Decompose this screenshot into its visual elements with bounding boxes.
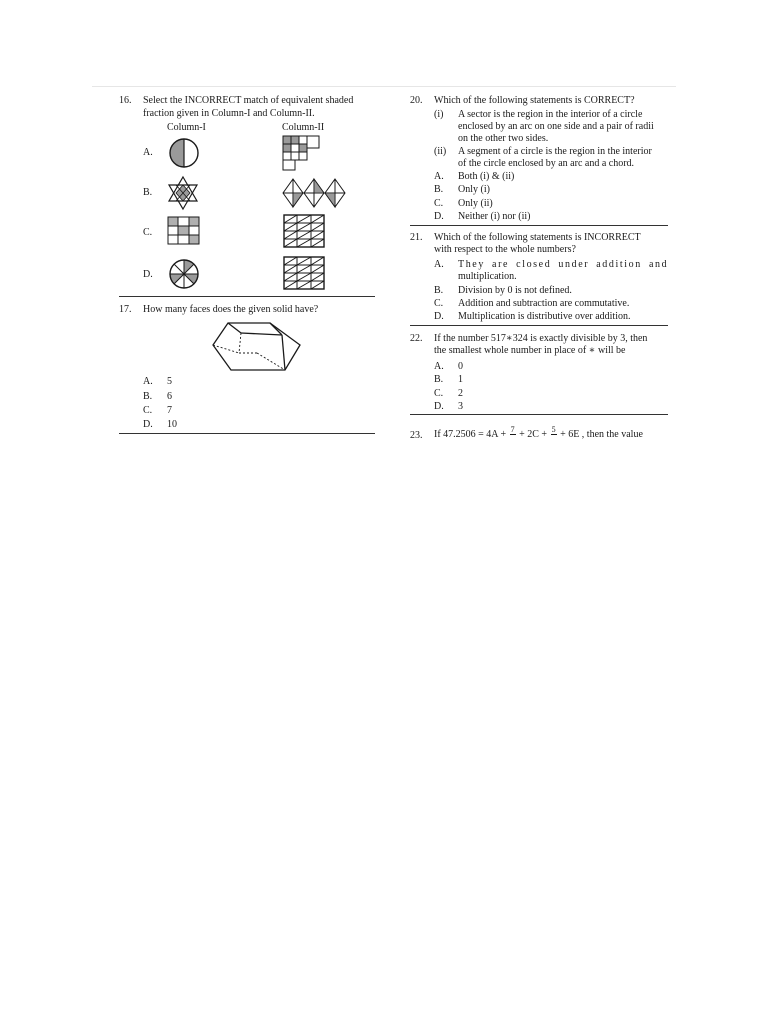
- q23-equation-part2: + 2C +: [519, 429, 548, 440]
- divided-circle-icon: [168, 258, 200, 290]
- q22-option-a-label: A.: [434, 361, 444, 372]
- hatched-grid-icon: [283, 256, 325, 290]
- q21-option-d-text: Multiplication is distributive over addition.: [458, 311, 631, 322]
- page-top-rule: [92, 86, 676, 87]
- star-of-david-icon: [166, 176, 200, 210]
- question-22-text-line1: If the number 517∗324 is exactly divisible by 3, then: [434, 333, 648, 344]
- q21-option-c-label: C.: [434, 298, 444, 309]
- question-23-equation: [434, 421, 643, 449]
- hexagonal-prism-icon: [212, 318, 302, 376]
- q17-option-b-label: B.: [143, 391, 153, 402]
- q16-option-d-label: D.: [143, 269, 153, 280]
- question-21-number: 21.: [410, 232, 423, 243]
- q20-option-d-label: D.: [434, 211, 444, 222]
- q22-option-d-text: 3: [458, 401, 463, 412]
- q20-option-c-label: C.: [434, 198, 444, 209]
- shaded-3x3-grid-icon: [167, 216, 201, 246]
- separator-q21-q22: [410, 325, 668, 326]
- question-16-text-line2: fraction given in Column-I and Column-II.: [143, 108, 315, 119]
- q23-equation-part1: If 47.2506 = 4A +: [434, 429, 507, 440]
- q17-option-a-label: A.: [143, 376, 153, 387]
- separator-q17-end: [119, 433, 375, 434]
- q20-option-a-text: Both (i) & (ii): [458, 171, 515, 182]
- q23-fraction-1: [510, 426, 516, 443]
- column-1-heading: Column-I: [167, 122, 206, 133]
- q17-option-c-text: 7: [167, 405, 172, 416]
- three-diamonds-icon: [282, 178, 348, 208]
- separator-q22-q23: [410, 414, 668, 415]
- question-16-text-line1: Select the INCORRECT match of equivalent shaded: [143, 95, 354, 106]
- q20-statement-2-line2: of the circle enclosed by an arc and a chord.: [458, 158, 635, 169]
- q20-statement-2-label: (ii): [434, 146, 447, 157]
- question-16-number: 16.: [119, 95, 132, 106]
- q16-option-c-label: C.: [143, 227, 153, 238]
- q20-statement-1-line3: on the other two sides.: [458, 133, 549, 144]
- question-23-number: 23.: [410, 430, 423, 441]
- q23-equation-part3: + 6E , then the value: [560, 429, 643, 440]
- q22-option-d-label: D.: [434, 401, 444, 412]
- question-17-number: 17.: [119, 304, 132, 315]
- q17-option-b-text: 6: [167, 391, 172, 402]
- q22-option-a-text: 0: [458, 361, 463, 372]
- q21-option-a-text-line2: multiplication.: [458, 271, 517, 282]
- q21-option-b-label: B.: [434, 285, 444, 296]
- q21-option-a-label: A.: [434, 259, 444, 270]
- q23-fraction-2-numerator: 5: [551, 425, 556, 435]
- q20-option-a-label: A.: [434, 171, 444, 182]
- separator-q16-q17: [119, 296, 375, 297]
- q20-statement-1-line2: enclosed by an arc on one side and a pair of radii: [458, 121, 654, 132]
- column-2-heading: Column-II: [282, 122, 325, 133]
- q17-option-a-text: 5: [167, 376, 172, 387]
- q20-statement-1-line1: A sector is the region in the interior of a circle: [458, 109, 643, 120]
- q22-option-c-text: 2: [458, 388, 463, 399]
- q17-option-d-label: D.: [143, 419, 153, 430]
- question-20-number: 20.: [410, 95, 423, 106]
- q22-option-b-label: B.: [434, 374, 444, 385]
- q23-fraction-1-numerator: 7: [510, 425, 515, 435]
- q21-option-d-label: D.: [434, 311, 444, 322]
- q22-option-c-label: C.: [434, 388, 444, 399]
- q21-option-b-text: Division by 0 is not defined.: [458, 285, 572, 296]
- half-shaded-circle-icon: [168, 137, 200, 169]
- q20-option-b-label: B.: [434, 184, 444, 195]
- q17-option-c-label: C.: [143, 405, 153, 416]
- q20-option-b-text: Only (i): [458, 184, 490, 195]
- question-21-text-line1: Which of the following statements is INCORRECT: [434, 232, 641, 243]
- q21-option-a-text-line1: They are closed under addition and: [458, 259, 669, 270]
- shaded-square-grid-icon: [282, 135, 322, 171]
- question-22-number: 22.: [410, 333, 423, 344]
- separator-q20-q21: [410, 225, 668, 226]
- q20-statement-1-label: (i): [434, 109, 444, 120]
- q16-option-a-label: A.: [143, 147, 153, 158]
- q20-option-c-text: Only (ii): [458, 198, 493, 209]
- q20-statement-2-line1: A segment of a circle is the region in the interior: [458, 146, 652, 157]
- hatched-grid-icon: [283, 214, 325, 248]
- q23-fraction-2: [551, 426, 557, 443]
- question-17-text: How many faces does the given solid have?: [143, 304, 319, 315]
- question-22-text-line2: the smallest whole number in place of ∗ will be: [434, 345, 626, 356]
- question-21-text-line2: with respect to the whole numbers?: [434, 244, 576, 255]
- q17-option-d-text: 10: [167, 419, 177, 430]
- question-20-text: Which of the following statements is CORRECT?: [434, 95, 635, 106]
- q22-option-b-text: 1: [458, 374, 463, 385]
- q16-option-b-label: B.: [143, 187, 153, 198]
- q21-option-c-text: Addition and subtraction are commutative.: [458, 298, 630, 309]
- q20-option-d-text: Neither (i) nor (ii): [458, 211, 531, 222]
